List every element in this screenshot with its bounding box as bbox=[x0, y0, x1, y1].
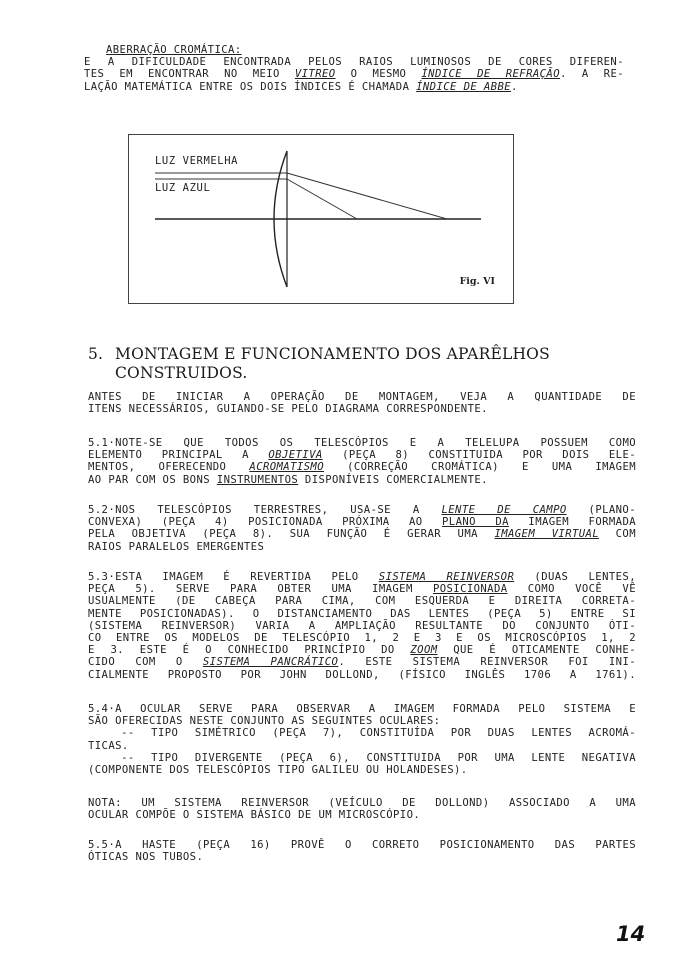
paragraph-5-3 bbox=[88, 571, 636, 681]
section-title: 5. MONTAGEM E FUNCIONAMENTO DOS APARÊLHOS CONSTRUIDOS. bbox=[88, 345, 550, 382]
text-line: -- TIPO DIVERGENTE (PEÇA 6), CONSTITUIDA POR UMA LENTE NEGATIVA bbox=[88, 751, 636, 764]
text-line: MENTOS, OFERECENDO ACROMATISMO (CORREÇÃO CROMÁTICA) E UMA IMAGEM bbox=[88, 461, 636, 474]
paragraph-note bbox=[88, 797, 636, 821]
paragraph-intro-assembly bbox=[88, 391, 636, 415]
text-line: AO PAR COM OS BONS INSTRUMENTOS DISPONÍVEIS COMERCIALMENTE. bbox=[88, 473, 488, 486]
intro-line: LAÇÃO MATEMÁTICA ENTRE OS DOIS ÍNDICES É CHAMADA ÍNDICE DE ABBE. bbox=[84, 80, 518, 93]
red-ray-refracted bbox=[287, 173, 447, 219]
text-line: (SISTEMA REINVERSOR) VARIA A AMPLIAÇÃO RESULTANTE DO CONJUNTO ÓTI- bbox=[88, 619, 636, 632]
text-line: 5.5·A HASTE (PEÇA 16) PROVÊ O CORRETO POSICIONAMENTO DAS PARTES bbox=[88, 839, 636, 851]
text-line: RAIOS PARALELOS EMERGENTES bbox=[88, 540, 265, 553]
text-line: CIALMENTE PROPOSTO POR JOHN DOLLOND, (FÍSICO INGLÊS 1706 A 1761). bbox=[88, 668, 636, 681]
text-line: USUALMENTE (DE CABEÇA PARA CIMA, COM ESQUERDA E DIREITA CORRETA- bbox=[88, 595, 636, 608]
red-light-label: LUZ VERMELHA bbox=[155, 155, 239, 167]
text-line: (COMPONENTE DOS TELESCÓPIOS TIPO GALILEU OU HOLANDESES). bbox=[88, 764, 468, 777]
text-line: ÓTICAS NOS TUBOS. bbox=[88, 851, 204, 864]
text-line: CONVEXA) (PEÇA 4) POSICIONADA PRÓXIMA AO PLANO DA IMAGEM FORMADA bbox=[88, 516, 636, 529]
text-line: TICAS. bbox=[88, 739, 129, 752]
paragraph-5-2 bbox=[88, 504, 636, 553]
text-line: ELEMENTO PRINCIPAL A OBJETIVA (PEÇA 8) CONSTITUIDA POR DOIS ELE- bbox=[88, 449, 636, 462]
page-number: 14 bbox=[616, 922, 646, 946]
blue-ray-refracted bbox=[287, 179, 357, 219]
text-line: ITENS NECESSÁRIOS, GUIANDO-SE PELO DIAGRAMA CORRESPONDENTE. bbox=[88, 403, 488, 416]
text-line: 5.4·A OCULAR SERVE PARA OBSERVAR A IMAGEM FORMADA PELO SISTEMA E bbox=[88, 703, 636, 715]
intro-line: E A DIFICULDADE ENCONTRADA PELOS RAIOS LUMINOSOS DE CORES DIFEREN- bbox=[84, 56, 624, 69]
text-line: PEÇA 5). SERVE PARA OBTER UMA IMAGEM POSICIONADA COMO VOCÊ VÊ bbox=[88, 583, 636, 596]
text-line: 5.2·NOS TELESCÓPIOS TERRESTRES, USA-SE A LENTE DE CAMPO (PLANO- bbox=[88, 504, 636, 516]
text-line: NOTA: UM SISTEMA REINVERSOR (VEÍCULO DE DOLLOND) ASSOCIADO A UMA bbox=[88, 797, 636, 809]
section-number: 5. bbox=[88, 345, 104, 363]
text-line: E 3. ESTE É O CONHECIDO PRINCÍPIO DO ZOOM QUE É OTICAMENTE CONHE- bbox=[88, 644, 636, 657]
intro-heading: ABERRAÇÃO CROMÁTICA: bbox=[106, 44, 242, 56]
text-line: CIDO COM O SISTEMA PANCRÁTICO. ESTE SISTEMA REINVERSOR FOI INI- bbox=[88, 656, 636, 669]
text-line: -- TIPO SIMÉTRICO (PEÇA 7), CONSTITUÍDA POR DUAS LENTES ACROMÁ- bbox=[88, 727, 636, 740]
figure-chromatic-aberration bbox=[128, 134, 514, 304]
text-line: CO ENTRE OS MODELOS DE TELESCÓPIO 1, 2 E 3 E OS MICROSCÓPIOS 1, 2 bbox=[88, 632, 636, 645]
text-line: MENTE POSICIONADAS). O DISTANCIAMENTO DAS LENTES (PEÇA 5) ENTRE SI bbox=[88, 607, 636, 620]
paragraph-5-5 bbox=[88, 839, 636, 863]
paragraph-5-1 bbox=[88, 437, 636, 486]
chromatic-aberration-intro bbox=[84, 44, 624, 93]
text-line: ANTES DE INICIAR A OPERAÇÃO DE MONTAGEM, VEJA A QUANTIDADE DE bbox=[88, 391, 636, 403]
text-line: OCULAR COMPÕE O SISTEMA BÁSICO DE UM MICROSCÓPIO. bbox=[88, 809, 421, 822]
intro-line: TES EM ENCONTRAR NO MEIO VITREO O MESMO ÍNDICE DE REFRAÇÃO. A RE- bbox=[84, 68, 624, 81]
text-line: 5.1·NOTE-SE QUE TODOS OS TELESCÓPIOS E A TELELUPA POSSUEM COMO bbox=[88, 437, 636, 449]
figure-caption: Fig. VI bbox=[459, 276, 495, 287]
blue-light-label: LUZ AZUL bbox=[155, 182, 211, 194]
text-line: PELA OBJETIVA (PEÇA 8). SUA FUNÇÃO É GERAR UMA IMAGEM VIRTUAL COM bbox=[88, 528, 636, 541]
text-line: SÃO OFERECIDAS NESTE CONJUNTO AS SEGUINTES OCULARES: bbox=[88, 715, 441, 728]
text-line: 5.3·ESTA IMAGEM É REVERTIDA PELO SISTEMA REINVERSOR (DUAS LENTES, bbox=[88, 571, 636, 583]
paragraph-5-4 bbox=[88, 703, 636, 776]
